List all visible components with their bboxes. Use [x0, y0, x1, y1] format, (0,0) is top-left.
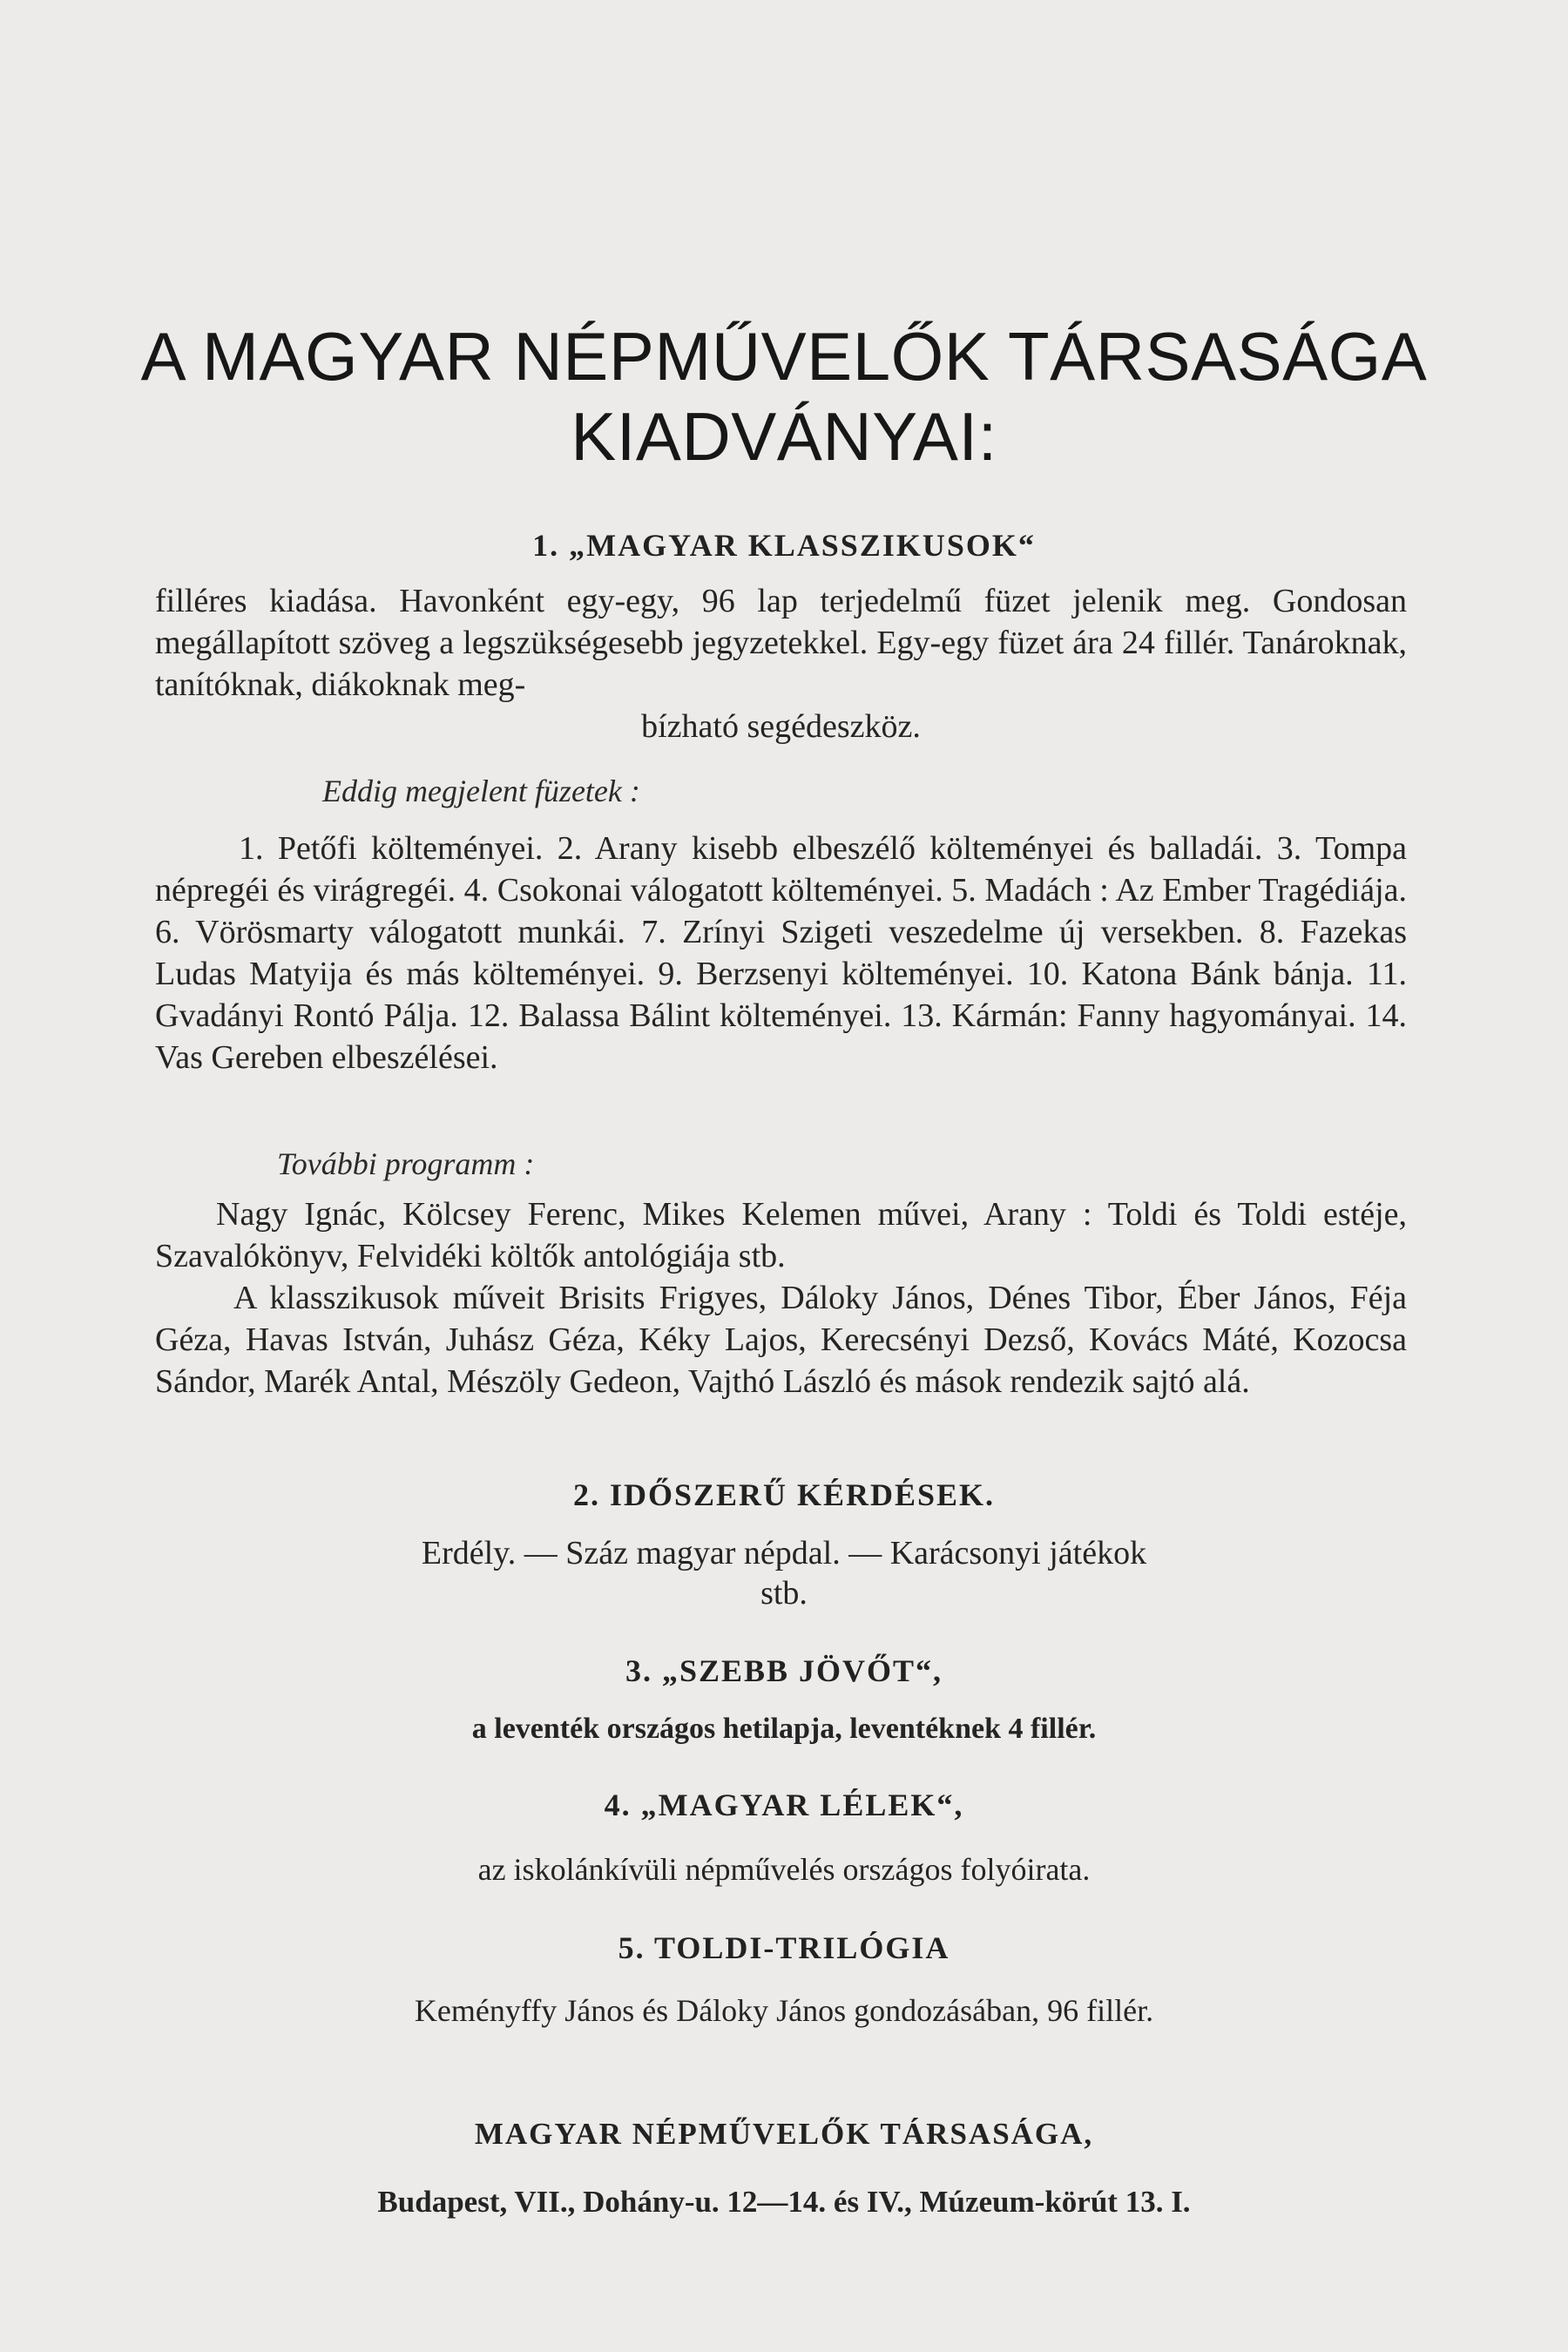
- section1-intro: [155, 580, 1407, 747]
- footer-org: MAGYAR NÉPMŰVELŐK TÁRSASÁGA,: [474, 2117, 1094, 2151]
- page-title-line2: KIADVÁNYAI:: [571, 398, 997, 475]
- footer-address: Budapest, VII., Dohány-u. 12—14. és IV., Múzeum-körút 13. I.: [377, 2185, 1191, 2219]
- page-title-line1: A MAGYAR NÉPMŰVELŐK TÁRSASÁGA: [140, 318, 1428, 395]
- section2-heading: 2. IDŐSZERŰ KÉRDÉSEK.: [572, 1477, 996, 1512]
- section5-heading: 5. TOLDI-TRILÓGIA: [618, 1930, 950, 1965]
- section3-heading: 3. „SZEBB JÖVŐT“,: [625, 1653, 943, 1688]
- section5-sub: Keményffy János és Dáloky János gondozásában, 96 fillér.: [414, 1993, 1154, 2028]
- published-label: Eddig megjelent füzetek :: [322, 774, 640, 808]
- section4-heading: 4. „MAGYAR LÉLEK“,: [604, 1788, 964, 1822]
- program-text: Nagy Ignác, Kölcsey Ferenc, Mikes Kelemen művei, Arany : Toldi és Toldi estéje, Szavalókönyv, Felvidéki költők antológiája stb.: [155, 1196, 1407, 1274]
- section1-heading: 1. „MAGYAR KLASSZIKUSOK“: [532, 528, 1036, 563]
- published-list: 1. Petőfi költeményei. 2. Arany kisebb elbeszélő költeményei és balladái. 3. Tompa népregéi és virágregéi. 4. Csokonai válogatott költeményei. 5. Madách : Az Ember Tragédiája. 6. Vörösmarty válogatott munkái. 7. Zrínyi Szigeti veszedelme új versekben. 8. Fazekas Ludas Matyija és más költeményei. 9. Berzsenyi költeményei. 10. Katona Bánk bánja. 11. Gvadányi Rontó Pálja. 12. Balassa Bálint költeményei. 13. Kármán: Fanny hagyományai. 14. Vas Gereben elbeszélései.: [155, 830, 1407, 1076]
- section1-intro-last: bízható segédeszköz.: [641, 708, 921, 745]
- section1-intro-main: filléres kiadása. Havonként egy-egy, 96 lap terjedelmű füzet jelenik meg. Gondosan megállapított szöveg a legszükségesebb jegyzetekkel. Egy-egy füzet ára 24 fillér. Tanároknak, tanítóknak, diákoknak meg-: [155, 583, 1407, 703]
- section2-line2: stb.: [760, 1575, 808, 1612]
- section2-line1: Erdély. — Száz magyar népdal. — Karácsonyi játékok: [421, 1535, 1147, 1571]
- section3-sub: a leventék országos hetilapja, leventéknek 4 fillér.: [471, 1713, 1097, 1745]
- section4-sub: az iskolánkívüli népművelés országos folyóirata.: [477, 1852, 1091, 1887]
- editors-text: A klasszikusok műveit Brisits Frigyes, Dáloky János, Dénes Tibor, Éber János, Féja Géza, Havas István, Juhász Géza, Kéky Lajos, Kerecsényi Dezső, Kovács Máté, Kozocsa Sándor, Marék Antal, Mészöly Gedeon, Vajthó László és mások rendezik sajtó alá.: [155, 1280, 1407, 1400]
- program-label: További programm :: [277, 1146, 535, 1181]
